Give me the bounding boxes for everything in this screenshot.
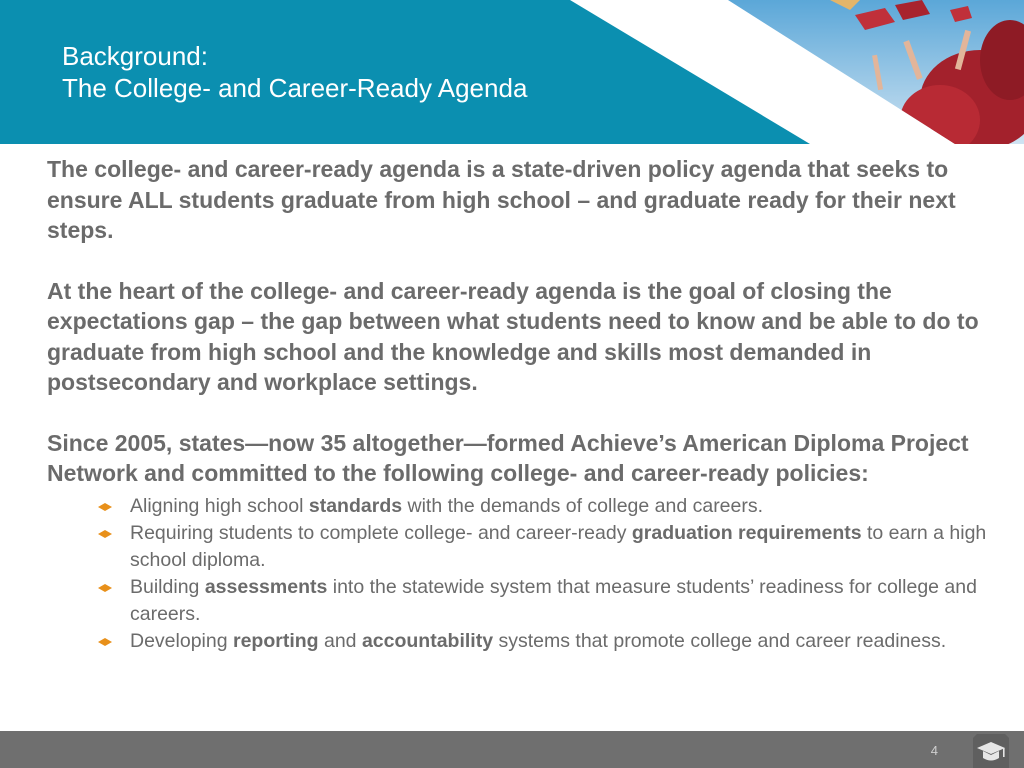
arrow-diamond-icon [98,530,112,538]
slide-header [0,0,1024,144]
bullet-bold: accountability [361,629,494,652]
arrow-diamond-icon [98,584,112,592]
bullet-bold: assessments [204,575,328,598]
bullet-text: Requiring students to complete college- and career-ready [130,521,632,544]
slide-title-line2: The College- and Career-Ready Agenda [62,73,528,103]
graduation-cap-logo-icon [973,734,1009,768]
bullet-text: Aligning high school [130,494,309,517]
list-item [130,574,997,628]
list-item [130,628,997,655]
list-item [130,493,997,520]
bullet-text: Building [130,575,205,598]
paragraph-intro: The college- and career-ready agenda is a state-driven policy agenda that seeks to ensure ALL students graduate from high school – and graduate ready for their next steps. [47,156,956,243]
bullet-bold: graduation requirements [631,521,862,544]
page-number: 4 [930,743,938,758]
slide-body [47,154,997,655]
policy-bullet-list [47,493,997,655]
bullet-text: and [318,629,362,652]
arrow-diamond-icon [98,503,112,511]
bullet-text: to earn a high school diploma. [130,521,987,571]
bullet-text: with the demands of college and careers. [402,494,764,517]
bullet-bold: standards [308,494,403,517]
bullet-text: systems that promote college and career readiness. [493,629,947,652]
bullet-text: Developing [130,629,233,652]
slide-title-line1: Background: [62,41,208,71]
paragraph-adp-network: Since 2005, states—now 35 altogether—formed Achieve’s American Diploma Project Network and committed to the following college- and career-ready policies: [47,429,969,486]
paragraph-expectations-gap: At the heart of the college- and career-ready agenda is the goal of closing the expectations gap – the gap between what students need to know and be able to do to graduate from high school and the knowledge and skills most demanded in postsecondary and workplace settings. [47,277,979,395]
list-item [130,520,997,574]
slide-footer [0,731,1024,768]
bullet-text: into the statewide system that measure students’ readiness for college and careers. [130,575,977,625]
slide-title [62,40,527,104]
bullet-bold: reporting [232,629,319,652]
arrow-diamond-icon [98,638,112,646]
